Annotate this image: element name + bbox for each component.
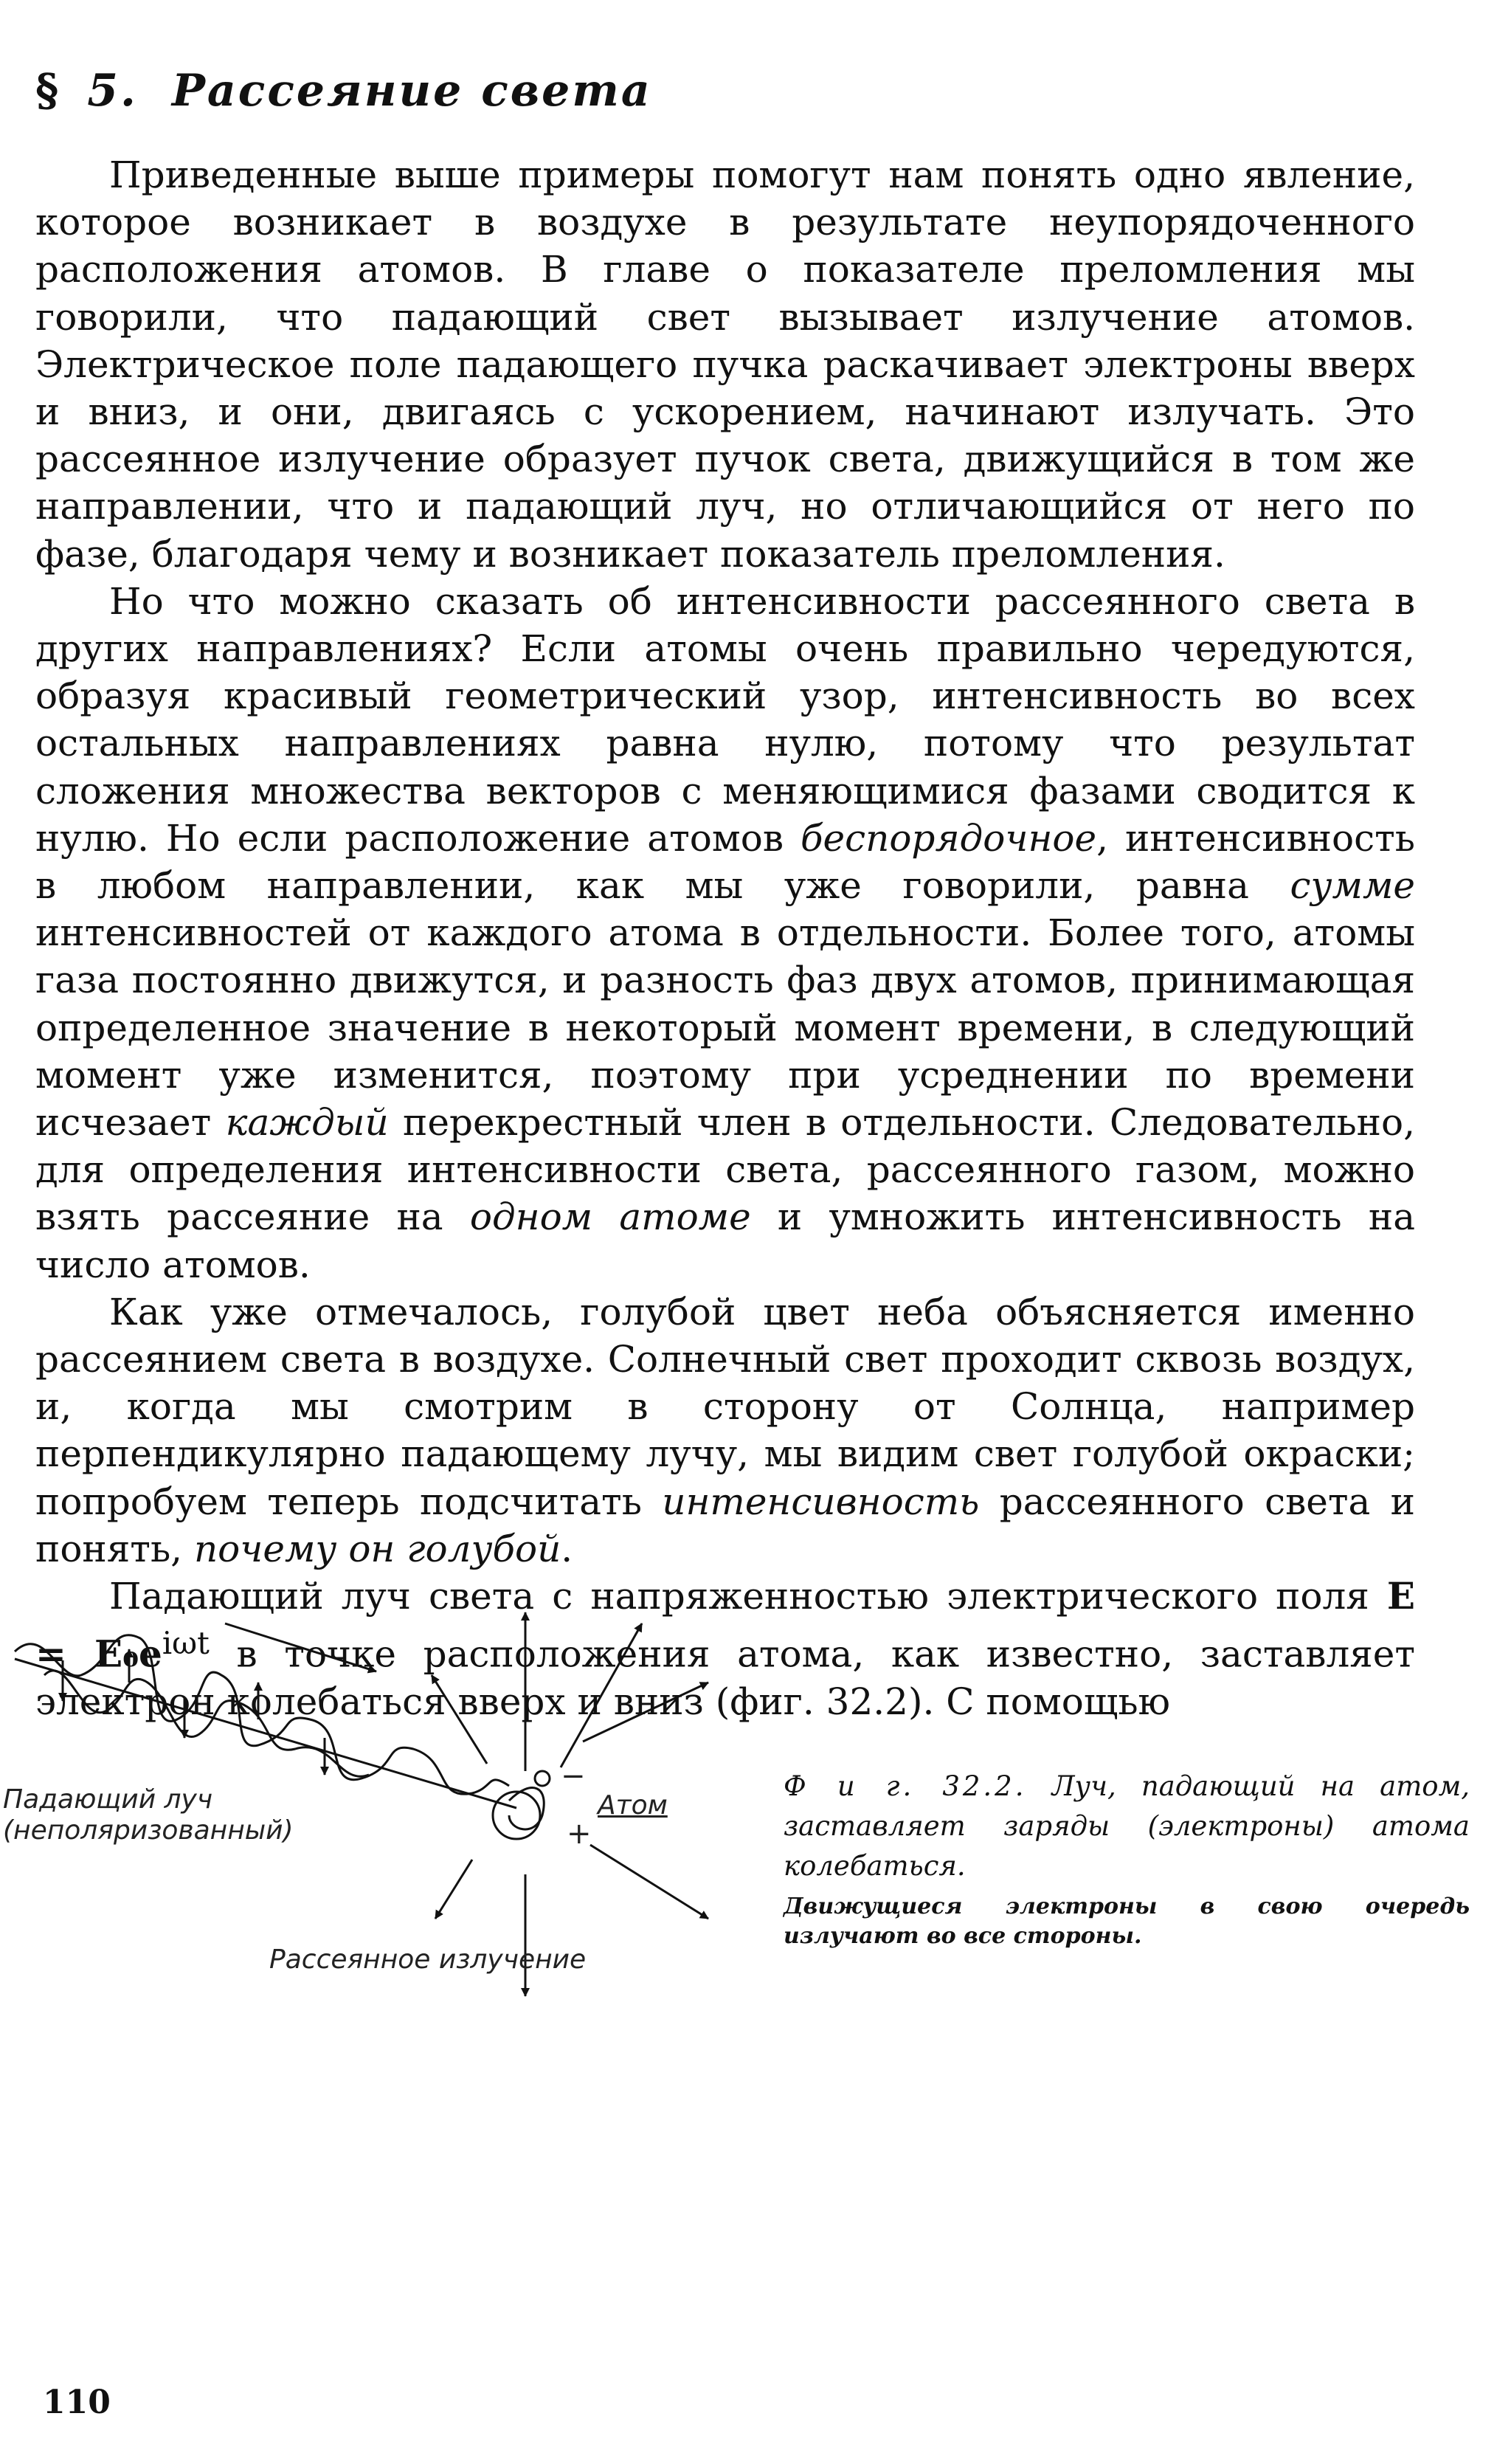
section-number: 5. (87, 65, 138, 117)
atom-circle (493, 1792, 540, 1839)
emphasis-each: каждый (225, 1101, 389, 1145)
scatter-arrow-upright (561, 1623, 642, 1767)
paragraph-2-part-2: , интенсивность в любом направлении, как мы уже говорили, равна (35, 816, 1415, 908)
section-sign: § (35, 65, 61, 117)
paragraph-4-part-2: в точке расположения атома, как известно, заставляет электрон колебаться вверх и вниз (фиг. 32.2). С помощью (35, 1632, 1416, 1724)
emphasis-sum: сумме (1290, 864, 1415, 908)
scatter-arrow-downleft (435, 1860, 472, 1919)
label-scattered-radiation: Рассеянное излучение (269, 1944, 587, 1975)
paragraph-3 (35, 1288, 1415, 1573)
page-number: 110 (43, 2384, 111, 2421)
paragraph-2-part-1: Но что можно сказать об интенсивности рассеянного света в других направлениях? Если атомы очень правильно чередуются, образуя красивый геометрический узор, интенсивность во всех остальных направлениях равна нулю, потому что результат сложения множества векторов с меняющимися фазами сводится к нулю. Но если расположение атомов (35, 579, 1415, 860)
label-minus: − (561, 1759, 586, 1793)
paragraph-4-part-1: Падающий луч света с напряженностью электрического поля (109, 1575, 1387, 1618)
paragraph-3-part-2: рассеянного света и понять, (35, 1480, 1415, 1570)
label-incident-beam: Падающий луч (3, 1784, 213, 1815)
caption-main (784, 1767, 1470, 1886)
field-formula: E = E₀e (35, 1574, 1415, 1676)
paragraph-2-part-4: перекрестный член в отдельности. Следовательно, для определения интенсивности света, рассеянного газом, можно взять рассеяние на (35, 1101, 1415, 1239)
section-heading (35, 65, 652, 117)
figure-32-2 (0, 1594, 767, 2007)
figure-caption (784, 1767, 1470, 1951)
paragraph-2-part-5: и умножить интенсивность на число атомов. (35, 1195, 1416, 1286)
paragraph-2-part-3: интенсивностей от каждого атома в отдельности. Более того, атомы газа постоянно движутся, и разность фаз двух атомов, принимающая определенное значение в некоторый момент времени, в следующий момент уже изменится, поэтому при усреднении по времени исчезает (35, 911, 1415, 1145)
emphasis-disordered: беспорядочное (801, 816, 1097, 860)
body-text (35, 151, 1415, 1725)
scatter-arrow-downright (590, 1845, 708, 1919)
paragraph-3-part-1: Как уже отмечалось, голубой цвет неба объясняется именно рассеянием света в воздухе. Солнечный свет проходит сквозь воздух, и, когда мы смотрим в сторону от Солнца, например перпендикулярно падающему лучу, мы видим свет голубой окраски; попробуем теперь подсчитать (35, 1290, 1415, 1523)
paragraph-1: Приведенные выше примеры помогут нам понять одно явление, которое возникает в воздухе в результате неупорядоченного расположения атомов. В главе о показателе преломления мы говорили, что падающий свет вызывает излучение атомов. Электрическое поле падающего пучка раскачивает электроны вверх и вниз, и они, двигаясь с ускорением, начинают излучать. Это рассеянное излучение образует пучок света, движущийся в том же направлении, что и падающий луч, но отличающийся от него по фазе, благодаря чему и возникает показатель преломления. (35, 153, 1415, 576)
emphasis-one-atom: одном атоме (469, 1195, 751, 1239)
emphasis-intensity: интенсивность (662, 1480, 980, 1523)
caption-main-text: Луч, падающий на атом, заставляет заряды (электроны) атома колебаться. (784, 1770, 1470, 1882)
formula-exponent: iωt (162, 1625, 210, 1662)
section-title-text: Рассеяние света (171, 65, 652, 117)
caption-figure-number: Ф и г. 32.2. (784, 1770, 1027, 1802)
label-plus: + (567, 1817, 592, 1851)
propagation-arrow (225, 1623, 376, 1671)
incident-wave-1 (15, 1635, 509, 1795)
scatter-arrow-upleft (432, 1675, 487, 1764)
electron-circle (535, 1771, 550, 1786)
paragraph-2 (35, 578, 1415, 1288)
paragraph-3-part-3: . (561, 1527, 573, 1570)
label-unpolarized: (неполяризованный) (3, 1815, 294, 1846)
label-atom: Атом (598, 1790, 668, 1821)
caption-sub: Движущиеся электроны в свою очередь излучают во все стороны. (784, 1894, 1470, 1949)
scatter-arrow-right (583, 1683, 708, 1742)
emphasis-why-blue: почему он голубой (193, 1527, 561, 1570)
